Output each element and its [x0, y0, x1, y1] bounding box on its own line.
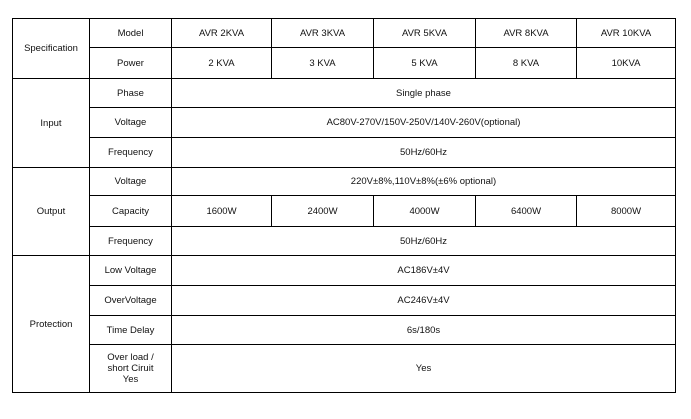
table-row-input-voltage: [13, 108, 676, 138]
row-label-model: Model: [90, 19, 172, 48]
row-label-input-voltage: Voltage: [90, 108, 172, 138]
overload-value: Yes: [172, 345, 676, 393]
table-row-power: [13, 48, 676, 79]
overload-label-line-2: short Ciruit: [107, 363, 154, 374]
overload-label-line-3: Yes: [122, 374, 139, 385]
model-cell-1: AVR 2KVA: [172, 19, 272, 48]
group-label-protection: Protection: [13, 256, 90, 393]
power-cell-3: 5 KVA: [374, 48, 476, 79]
model-cell-3: AVR 5KVA: [374, 19, 476, 48]
row-label-output-frequency: Frequency: [90, 227, 172, 256]
overload-label-line-1: Over load /: [107, 352, 154, 363]
power-cell-2: 3 KVA: [272, 48, 374, 79]
output-frequency-value: 50Hz/60Hz: [172, 227, 676, 256]
table-row-time-delay: [13, 316, 676, 345]
low-voltage-value: AC186V±4V: [172, 256, 676, 286]
row-label-overload: [90, 345, 172, 393]
capacity-cell-5: 8000W: [577, 196, 676, 227]
row-label-power: Power: [90, 48, 172, 79]
row-label-capacity: Capacity: [90, 196, 172, 227]
row-label-phase: Phase: [90, 79, 172, 108]
time-delay-value: 6s/180s: [172, 316, 676, 345]
input-voltage-value: AC80V-270V/150V-250V/140V-260V(optional): [172, 108, 676, 138]
model-cell-5: AVR 10KVA: [577, 19, 676, 48]
model-cell-4: AVR 8KVA: [476, 19, 577, 48]
table-row-capacity: [13, 196, 676, 227]
power-cell-4: 8 KVA: [476, 48, 577, 79]
model-cell-2: AVR 3KVA: [272, 19, 374, 48]
table-row-phase: [13, 79, 676, 108]
table-row-output-voltage: [13, 168, 676, 196]
capacity-cell-2: 2400W: [272, 196, 374, 227]
capacity-cell-1: 1600W: [172, 196, 272, 227]
table-row-output-frequency: [13, 227, 676, 256]
group-label-input: Input: [13, 79, 90, 168]
group-label-specification: Specification: [13, 19, 90, 79]
over-voltage-value: AC246V±4V: [172, 286, 676, 316]
table-row-model: [13, 19, 676, 48]
output-voltage-value: 220V±8%,110V±8%(±6% optional): [172, 168, 676, 196]
spec-table-container: [12, 18, 676, 393]
table-row-low-voltage: [13, 256, 676, 286]
group-label-output: Output: [13, 168, 90, 256]
row-label-time-delay: Time Delay: [90, 316, 172, 345]
row-label-low-voltage: Low Voltage: [90, 256, 172, 286]
table-row-overload: [13, 345, 676, 393]
row-label-input-frequency: Frequency: [90, 138, 172, 168]
input-frequency-value: 50Hz/60Hz: [172, 138, 676, 168]
row-label-output-voltage: Voltage: [90, 168, 172, 196]
row-label-over-voltage: OverVoltage: [90, 286, 172, 316]
specification-table: [12, 18, 676, 393]
phase-value: Single phase: [172, 79, 676, 108]
table-row-input-frequency: [13, 138, 676, 168]
capacity-cell-3: 4000W: [374, 196, 476, 227]
table-row-over-voltage: [13, 286, 676, 316]
power-cell-1: 2 KVA: [172, 48, 272, 79]
capacity-cell-4: 6400W: [476, 196, 577, 227]
power-cell-5: 10KVA: [577, 48, 676, 79]
